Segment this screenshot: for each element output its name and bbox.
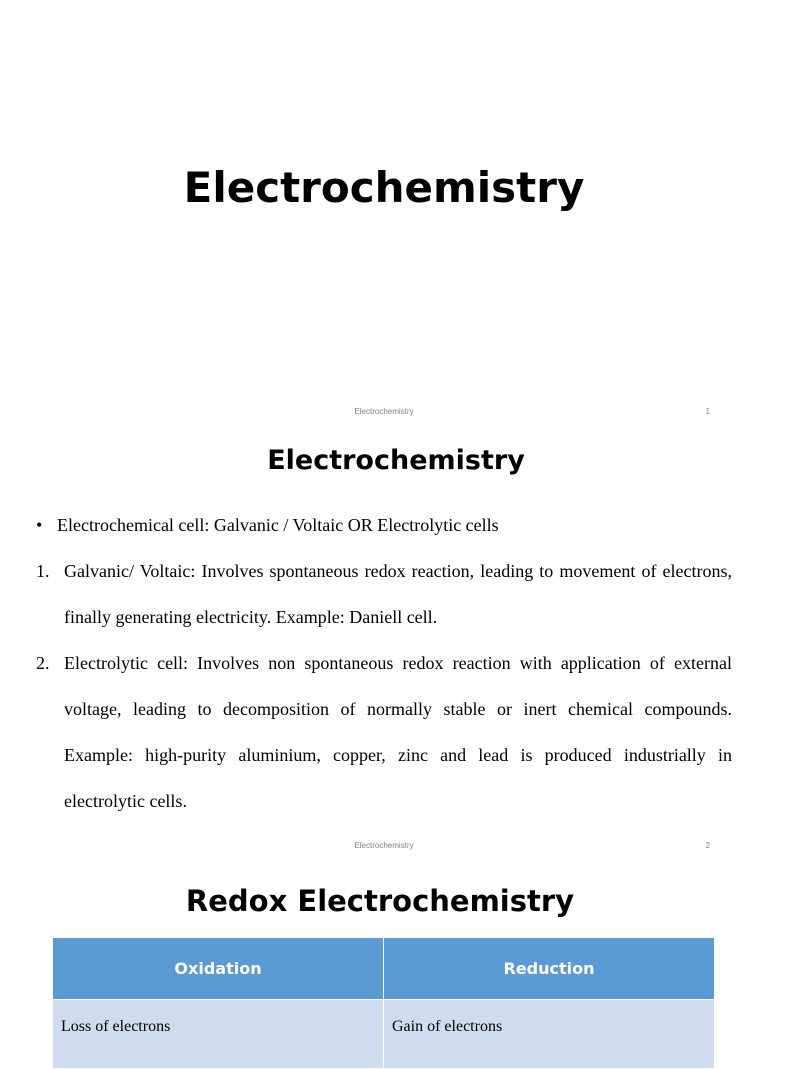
- slide-2-footer: Electrochemistry: [354, 841, 414, 850]
- slide-1-footer: Electrochemistry: [354, 407, 414, 416]
- slide-2-body: [36, 502, 732, 824]
- table-header-row: [53, 938, 715, 1000]
- slide-1-page-number: 1: [705, 407, 710, 416]
- slide-2: [0, 425, 768, 858]
- slide-1: [0, 0, 768, 425]
- numbered-item-1-marker: 1.: [36, 561, 50, 581]
- bullet-text: Electrochemical cell: Galvanic / Voltaic OR Electrolytic cells: [57, 515, 499, 535]
- numbered-item-1-text: Galvanic/ Voltaic: Involves spontaneous redox reaction, leading to movement of electrons, finally generating electricity. Example: Daniell cell.: [64, 561, 732, 627]
- table-row: [53, 1000, 715, 1069]
- numbered-item-2-marker: 2.: [36, 653, 50, 673]
- slide-1-title: Electrochemistry: [183, 163, 585, 212]
- slide-2-title: Electrochemistry: [267, 445, 525, 476]
- cell-oxidation: Loss of electrons: [53, 1000, 384, 1069]
- cell-reduction: Gain of electrons: [384, 1000, 715, 1069]
- slide-2-page-number: 2: [705, 841, 710, 850]
- slide-3-title: Redox Electrochemistry: [185, 884, 575, 918]
- slide-3: [0, 858, 768, 1035]
- bullet-icon: •: [36, 515, 43, 535]
- numbered-item-2: [36, 640, 732, 824]
- header-reduction: Reduction: [384, 938, 715, 1000]
- bullet-item: [36, 502, 732, 548]
- numbered-item-1: [36, 548, 732, 640]
- redox-table: [52, 937, 715, 1069]
- header-oxidation: Oxidation: [53, 938, 384, 1000]
- numbered-item-2-text: Electrolytic cell: Involves non spontaneous redox reaction with application of external voltage, leading to decomposition of normally stable or inert chemical compounds. Example: high-purity aluminium, copper, zinc and lead is produced industrially in electrolytic cells.: [64, 653, 732, 811]
